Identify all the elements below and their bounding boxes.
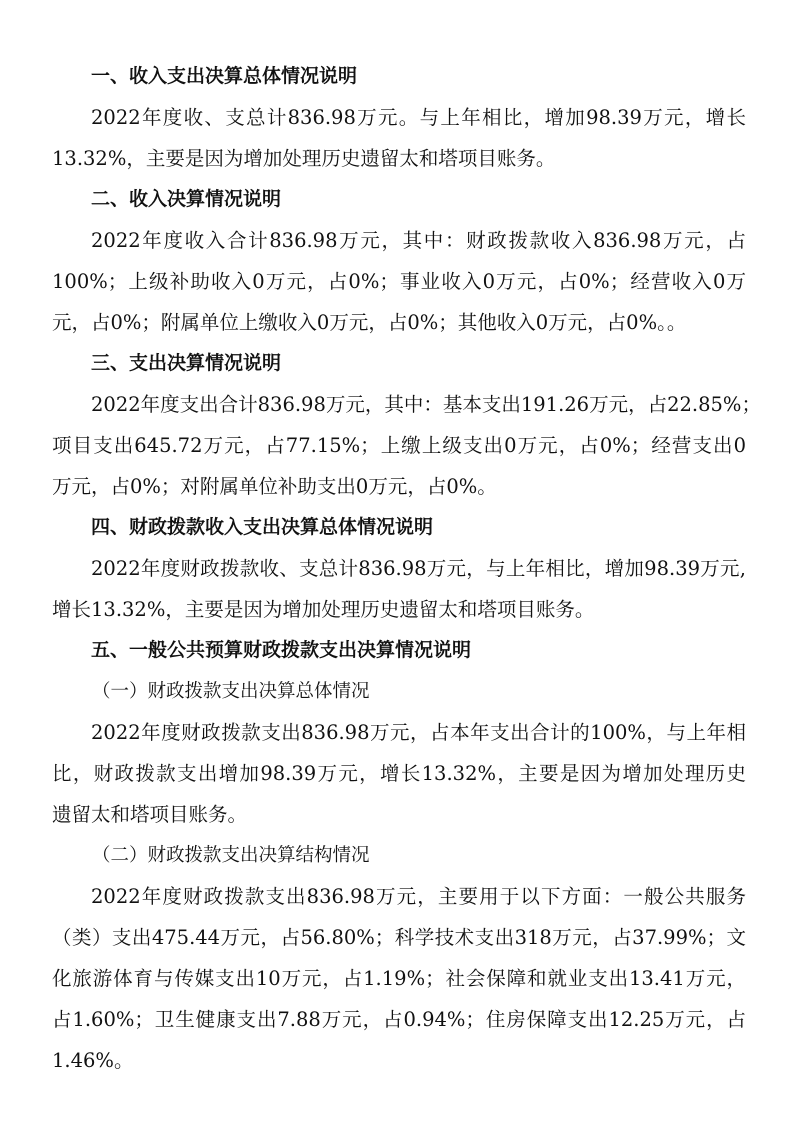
paragraph-line: （类）支出475.44万元，占56.80%；科学技术支出318万元，占37.99%；文: [52, 926, 746, 949]
paragraph-line: 2022年度收、支总计836.98万元。与上年相比，增加98.39万元，增长: [91, 106, 746, 129]
paragraph-line: 2022年度财政拨款支出836.98万元，主要用于以下方面：一般公共服务: [91, 885, 746, 908]
paragraph-line: 100%；上级补助收入0万元，占0%；事业收入0万元，占0%；经营收入0万: [52, 270, 746, 293]
paragraph-line: 占1.60%；卫生健康支出7.88万元，占0.94%；住房保障支出12.25万元，占: [52, 1008, 746, 1031]
paragraph-line: 万元，占0%；对附属单位补助支出0万元，占0%。: [52, 475, 497, 498]
paragraph-line: 13.32%，主要是因为增加处理历史遗留太和塔项目账务。: [52, 147, 556, 170]
paragraph-line: 遗留太和塔项目账务。: [52, 803, 248, 826]
subsection-heading: （一）财政拨款支出决算总体情况: [92, 681, 370, 702]
section-heading: 四、财政拨款收入支出决算总体情况说明: [91, 516, 434, 538]
section-heading: 二、收入决算情况说明: [91, 188, 282, 210]
paragraph-line: 化旅游体育与传媒支出10万元，占1.19%；社会保障和就业支出13.41万元，: [52, 967, 746, 990]
document-page: [52, 56, 761, 1081]
paragraph-line: 2022年度财政拨款收、支总计836.98万元，与上年相比，增加98.39万元,: [91, 557, 746, 580]
paragraph-line: 2022年度财政拨款支出836.98万元，占本年支出合计的100%，与上年相: [91, 721, 746, 744]
paragraph-line: 元，占0%；附属单位上缴收入0万元，占0%；其他收入0万元，占0%。。: [52, 311, 687, 334]
paragraph-line: 2022年度收入合计836.98万元，其中：财政拨款收入836.98万元，占: [91, 229, 746, 252]
paragraph-line: 项目支出645.72万元，占77.15%；上缴上级支出0万元，占0%；经营支出0: [52, 434, 746, 457]
paragraph-line: 1.46%。: [52, 1049, 134, 1072]
section-heading: 三、支出决算情况说明: [91, 352, 282, 374]
section-heading: 一、收入支出决算总体情况说明: [91, 65, 358, 87]
paragraph-line: 增长13.32%，主要是因为增加处理历史遗留太和塔项目账务。: [52, 598, 595, 621]
paragraph-line: 2022年度支出合计836.98万元，其中：基本支出191.26万元，占22.85%；: [91, 393, 761, 416]
paragraph-line: 比，财政拨款支出增加98.39万元，增长13.32%，主要是因为增加处理历史: [52, 762, 746, 785]
section-heading: 五、一般公共预算财政拨款支出决算情况说明: [91, 639, 472, 661]
subsection-heading: （二）财政拨款支出决算结构情况: [92, 845, 370, 866]
